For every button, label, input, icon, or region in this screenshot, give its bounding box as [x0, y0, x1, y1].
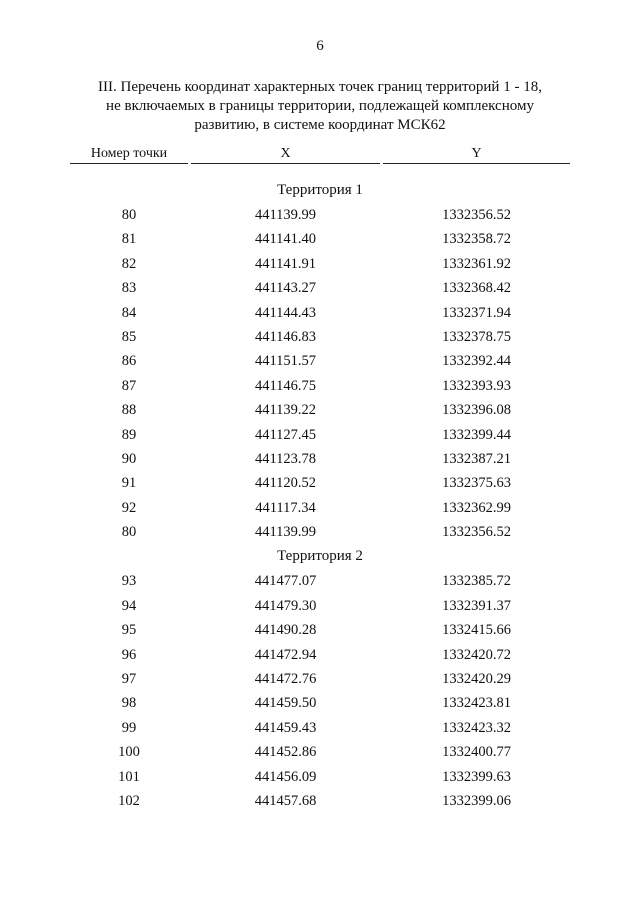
table-row	[70, 520, 570, 544]
y-coordinate-cell: 1332415.66	[442, 622, 511, 639]
document-heading	[60, 78, 580, 135]
y-coordinate-cell: 1332387.21	[442, 450, 511, 467]
y-coordinate-cell: 1332423.32	[442, 719, 511, 736]
table-row	[70, 349, 570, 373]
point-number-cell: 88	[121, 402, 137, 419]
point-number-cell: 101	[118, 768, 140, 785]
x-coordinate-cell: 441477.07	[254, 573, 317, 590]
table-row	[70, 618, 570, 642]
y-coordinate-cell: 1332385.72	[442, 573, 511, 590]
point-number-cell: 102	[118, 792, 140, 809]
x-coordinate-cell: 441457.68	[254, 792, 317, 809]
table-row	[70, 447, 570, 471]
y-coordinate-cell: 1332393.93	[442, 377, 511, 394]
table-row	[70, 374, 570, 398]
y-coordinate-cell: 1332399.63	[442, 768, 511, 785]
x-coordinate-cell: 441456.09	[254, 768, 317, 785]
table-row	[70, 789, 570, 813]
x-coordinate-cell: 441141.91	[254, 255, 317, 272]
x-coordinate-cell: 441123.78	[254, 450, 317, 467]
y-coordinate-cell: 1332423.81	[442, 695, 511, 712]
x-coordinate-cell: 441490.28	[254, 622, 317, 639]
table-row	[70, 227, 570, 251]
point-number-cell: 86	[121, 353, 137, 370]
point-number-cell: 98	[121, 695, 137, 712]
point-number-cell: 87	[121, 377, 137, 394]
table-row	[70, 276, 570, 300]
x-coordinate-cell: 441146.75	[254, 377, 317, 394]
y-coordinate-cell: 1332362.99	[442, 499, 511, 516]
y-coordinate-cell: 1332356.52	[442, 524, 511, 541]
table-row	[70, 423, 570, 447]
table-row	[70, 667, 570, 691]
point-number-cell: 82	[121, 255, 137, 272]
table-row	[70, 398, 570, 422]
x-coordinate-cell: 441472.94	[254, 646, 317, 663]
column-header-y: Y	[383, 145, 570, 164]
point-number-cell: 85	[121, 328, 137, 345]
x-coordinate-cell: 441452.86	[254, 744, 317, 761]
point-number-cell: 99	[121, 719, 137, 736]
territory-title: Территория 2	[277, 548, 363, 565]
page-number: 6	[316, 38, 324, 54]
territory-title: Территория 1	[277, 182, 363, 198]
y-coordinate-cell: 1332396.08	[442, 402, 511, 419]
x-coordinate-cell: 441144.43	[254, 304, 317, 321]
x-coordinate-cell: 441127.45	[254, 426, 317, 443]
y-coordinate-cell: 1332399.44	[442, 426, 511, 443]
x-coordinate-cell: 441146.83	[254, 328, 317, 345]
point-number-cell: 89	[121, 426, 137, 443]
heading-line: не включаемых в границы территории, подлежащей комплексному	[106, 98, 534, 114]
point-number-cell: 80	[121, 524, 137, 541]
table-row	[70, 325, 570, 349]
y-coordinate-cell: 1332400.77	[442, 744, 511, 761]
x-coordinate-cell: 441120.52	[254, 475, 317, 492]
table-row	[70, 765, 570, 789]
y-coordinate-cell: 1332358.72	[442, 231, 511, 248]
x-coordinate-cell: 441117.34	[255, 499, 316, 516]
x-coordinate-cell: 441459.43	[254, 719, 317, 736]
column-header-point-number: Номер точки	[70, 145, 188, 164]
table-row	[70, 594, 570, 618]
table-row	[70, 691, 570, 715]
x-coordinate-cell: 441143.27	[254, 280, 317, 297]
heading-line: III. Перечень координат характерных точек границ территорий 1 - 18,	[98, 79, 542, 95]
point-number-cell: 84	[121, 304, 137, 321]
x-coordinate-cell: 441472.76	[254, 671, 317, 688]
table-row	[70, 569, 570, 593]
point-number-cell: 92	[121, 499, 137, 516]
table-row	[70, 740, 570, 764]
point-number-cell: 90	[121, 450, 137, 467]
table-row	[70, 301, 570, 325]
y-coordinate-cell: 1332356.52	[442, 207, 511, 223]
point-number-cell: 95	[121, 622, 137, 639]
x-coordinate-cell: 441139.22	[254, 402, 317, 419]
table-row	[70, 643, 570, 667]
y-coordinate-cell: 1332361.92	[442, 255, 511, 272]
table-row	[70, 471, 570, 495]
point-number-cell: 80	[121, 207, 137, 223]
y-coordinate-cell: 1332391.37	[442, 597, 511, 614]
y-coordinate-cell: 1332420.29	[442, 671, 511, 688]
y-coordinate-cell: 1332375.63	[442, 475, 511, 492]
y-coordinate-cell: 1332378.75	[442, 328, 511, 345]
heading-line: развитию, в системе координат МСК62	[194, 117, 446, 133]
table-row	[70, 496, 570, 520]
x-coordinate-cell: 441139.99	[254, 524, 317, 541]
column-header-x: X	[191, 145, 380, 164]
x-coordinate-cell: 441479.30	[254, 597, 317, 614]
y-coordinate-cell: 1332368.42	[442, 280, 511, 297]
table-header	[70, 145, 570, 165]
point-number-cell: 100	[118, 744, 140, 761]
x-coordinate-cell: 441141.40	[254, 231, 317, 248]
x-coordinate-cell: 441151.57	[254, 353, 317, 370]
coordinates-table-body	[70, 178, 570, 813]
point-number-cell: 96	[121, 646, 137, 663]
y-coordinate-cell: 1332399.06	[442, 792, 511, 809]
point-number-cell: 83	[121, 280, 137, 297]
point-number-cell: 94	[121, 597, 137, 614]
point-number-cell: 81	[121, 231, 137, 248]
x-coordinate-cell: 441139.99	[254, 207, 317, 223]
table-row	[70, 716, 570, 740]
table-row	[70, 203, 570, 227]
y-coordinate-cell: 1332392.44	[442, 353, 511, 370]
point-number-cell: 97	[121, 671, 137, 688]
table-row	[70, 252, 570, 276]
y-coordinate-cell: 1332420.72	[442, 646, 511, 663]
point-number-cell: 93	[121, 573, 137, 590]
y-coordinate-cell: 1332371.94	[442, 304, 511, 321]
x-coordinate-cell: 441459.50	[254, 695, 317, 712]
point-number-cell: 91	[121, 475, 137, 492]
